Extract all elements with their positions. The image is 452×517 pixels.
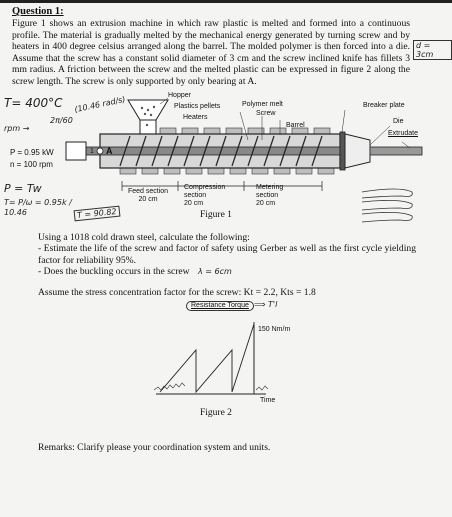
handwritten-frac: 2π/60 (50, 116, 73, 125)
power-label: P = 0.95 kW (10, 148, 54, 157)
question-intro: Figure 1 shows an extrusion machine in which raw plastic is melted and formed into a continuous profile. The material is gradually melted by the mechanical energy generated by turning screw and by heaters in 400 degree celsius arranged along the barrel. The molded polymer is then forced into a die. Assume that the screw has a constant solid diameter of 3 cm and the screw inclined knife has fillets 3 mm radius. A friction between the screw and the melted plastic can be expressed in figure 2 along the screw length. The screw is only supported by only bearing at A. (12, 18, 410, 87)
handwritten-temperature: T= 400°C (4, 96, 63, 110)
peak-value-label: 150 Nm/m (258, 326, 291, 333)
polymer-melt-label: Polymer melt (242, 101, 283, 108)
figure2-caption: Figure 2 (200, 408, 232, 418)
task-buckling: - Does the buckling occurs in the screw λ = 6cm (38, 266, 232, 277)
screw-label: Screw (256, 110, 276, 117)
feed-section-label: Feed section 20 cm (127, 188, 169, 203)
compression-section-label: Compression section 20 cm (184, 184, 226, 207)
remarks: Remarks: Clarify please your coordination system and units. (38, 442, 271, 453)
task-life-estimate: - Estimate the life of the screw and factor of safety using Gerber as well as the first cycle yielding factor for reliability 95%. (38, 243, 416, 266)
stress-concentration-note: Assume the stress concentration factor for the screw: Kt = 2.2, Kts = 1.8 (38, 287, 316, 298)
breaker-plate-label: Breaker plate (363, 102, 405, 109)
handwritten-lambda: λ = 6cm (198, 267, 232, 276)
figure2-title: Resistance Torque (186, 301, 254, 311)
handwritten-torque-arrow: ⟹ T'l (254, 300, 278, 309)
handwritten-p-equals: P = Tw (4, 182, 42, 195)
hopper-label: Hopper (168, 92, 191, 99)
die-label: Die (393, 118, 404, 125)
figure1-caption: Figure 1 (200, 210, 232, 220)
handwritten-diameter-note: d = 3cm (413, 40, 452, 60)
handwritten-rpm: rpm → (4, 124, 30, 133)
sketch-right (256, 386, 268, 390)
handwritten-rad: (10.46 rad/s) (73, 94, 127, 115)
heaters-label: Heaters (183, 114, 208, 121)
sketch-left (154, 383, 185, 390)
speed-label: n = 100 rpm (10, 160, 53, 169)
bearing-a-label: A (106, 146, 113, 156)
metering-section-label: Metering section 20 cm (256, 184, 284, 207)
plastic-pellets-label: Plastics pellets (174, 103, 221, 110)
bearing-marker: 1 (90, 148, 94, 155)
extrudate-label: Extrudate (388, 130, 418, 137)
sawtooth-wave (160, 324, 254, 392)
time-axis-label: Time (260, 397, 276, 404)
tasks-intro: Using a 1018 cold drawn steel, calculate the following: (38, 232, 250, 243)
question-title: Question 1: (12, 6, 64, 17)
handwritten-t-result: T = 90.82 (74, 206, 120, 222)
handwritten-t-formula: T= P/ω = 0.95k / 10.46 (4, 198, 72, 217)
barrel-label: Barrel (286, 122, 305, 129)
